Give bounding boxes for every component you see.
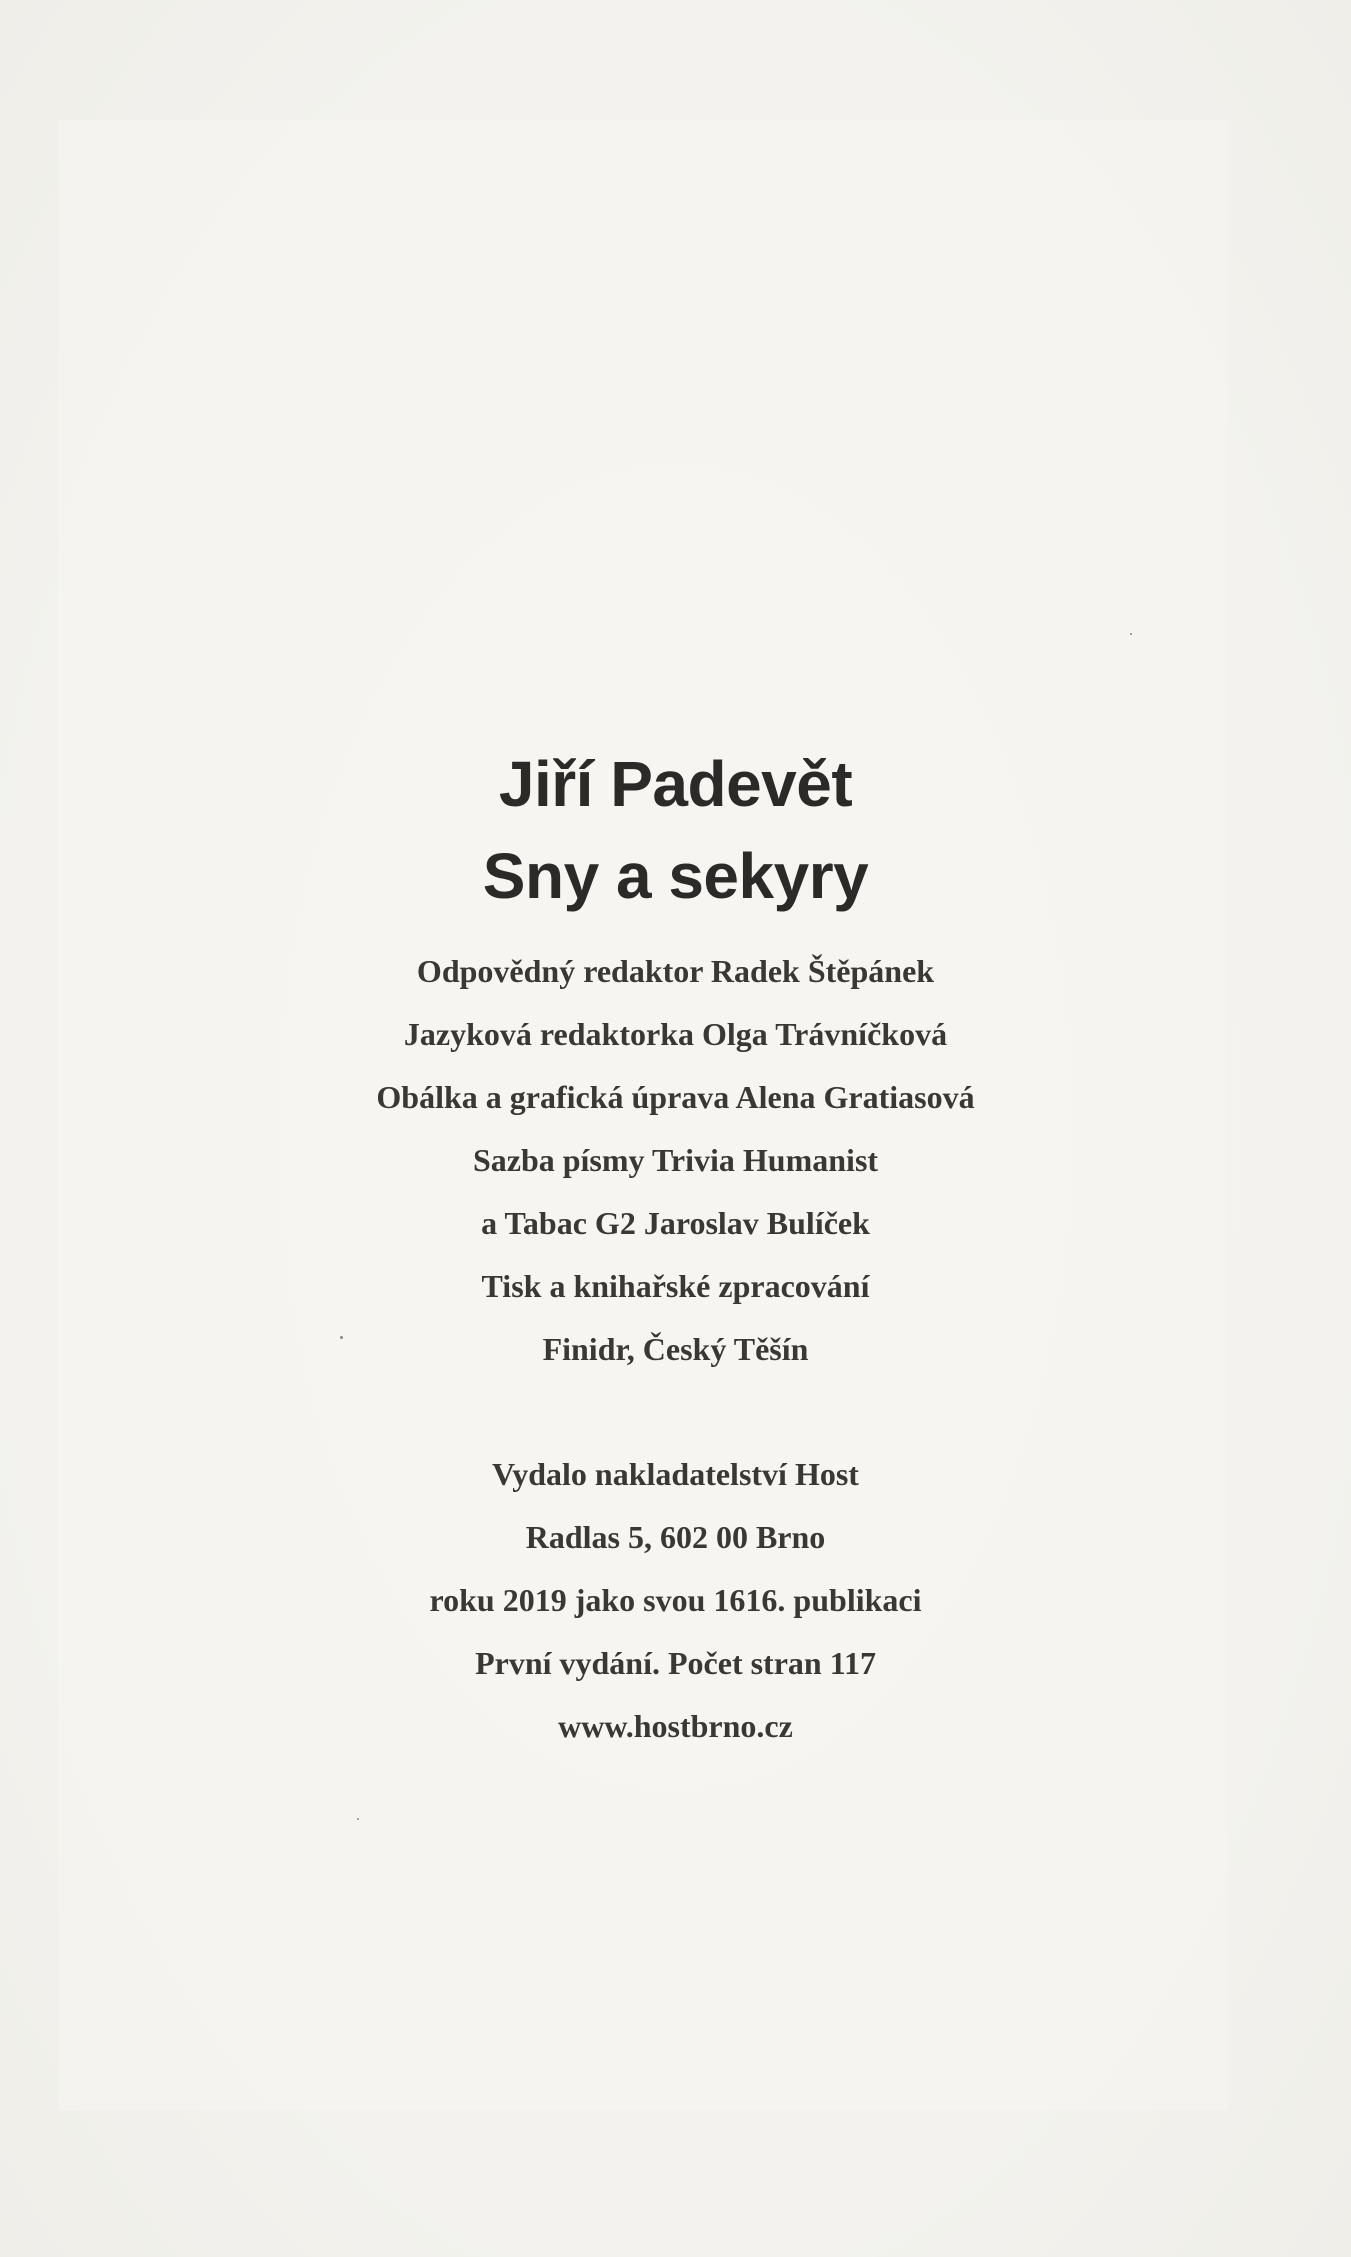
- credit-typesetting: Sazba písmy Trivia Humanist: [472, 1142, 879, 1178]
- credit-editor: Odpovědný redaktor Radek Štěpánek: [416, 953, 935, 989]
- edition-info: První vydání. Počet stran 117: [475, 1645, 876, 1681]
- credit-cover-design: Obálka a grafická úprava Alena Gratiasová: [376, 1079, 975, 1115]
- credit-printing: Tisk a knihařské zpracování: [481, 1268, 870, 1304]
- credit-language-editor: Jazyková redaktorka Olga Trávníčková: [403, 1016, 948, 1052]
- publication-year: roku 2019 jako svou 1616. publikaci: [429, 1582, 922, 1618]
- title-block: [0, 738, 1351, 922]
- paper-speck: [1130, 633, 1132, 635]
- publisher-name: Vydalo nakladatelství Host: [492, 1456, 859, 1492]
- paper-speck: [357, 1818, 359, 1820]
- author-name: Jiří Padevět: [498, 748, 853, 820]
- publisher-address: Radlas 5, 602 00 Brno: [525, 1519, 826, 1555]
- credits-block: [0, 940, 1351, 1758]
- credit-printer: Finidr, Český Těšín: [542, 1331, 809, 1367]
- publisher-website: www.hostbrno.cz: [558, 1708, 793, 1744]
- book-title: Sny a sekyry: [482, 840, 869, 912]
- credit-typesetting-cont: a Tabac G2 Jaroslav Bulíček: [481, 1205, 870, 1241]
- section-spacer: [0, 1381, 1351, 1443]
